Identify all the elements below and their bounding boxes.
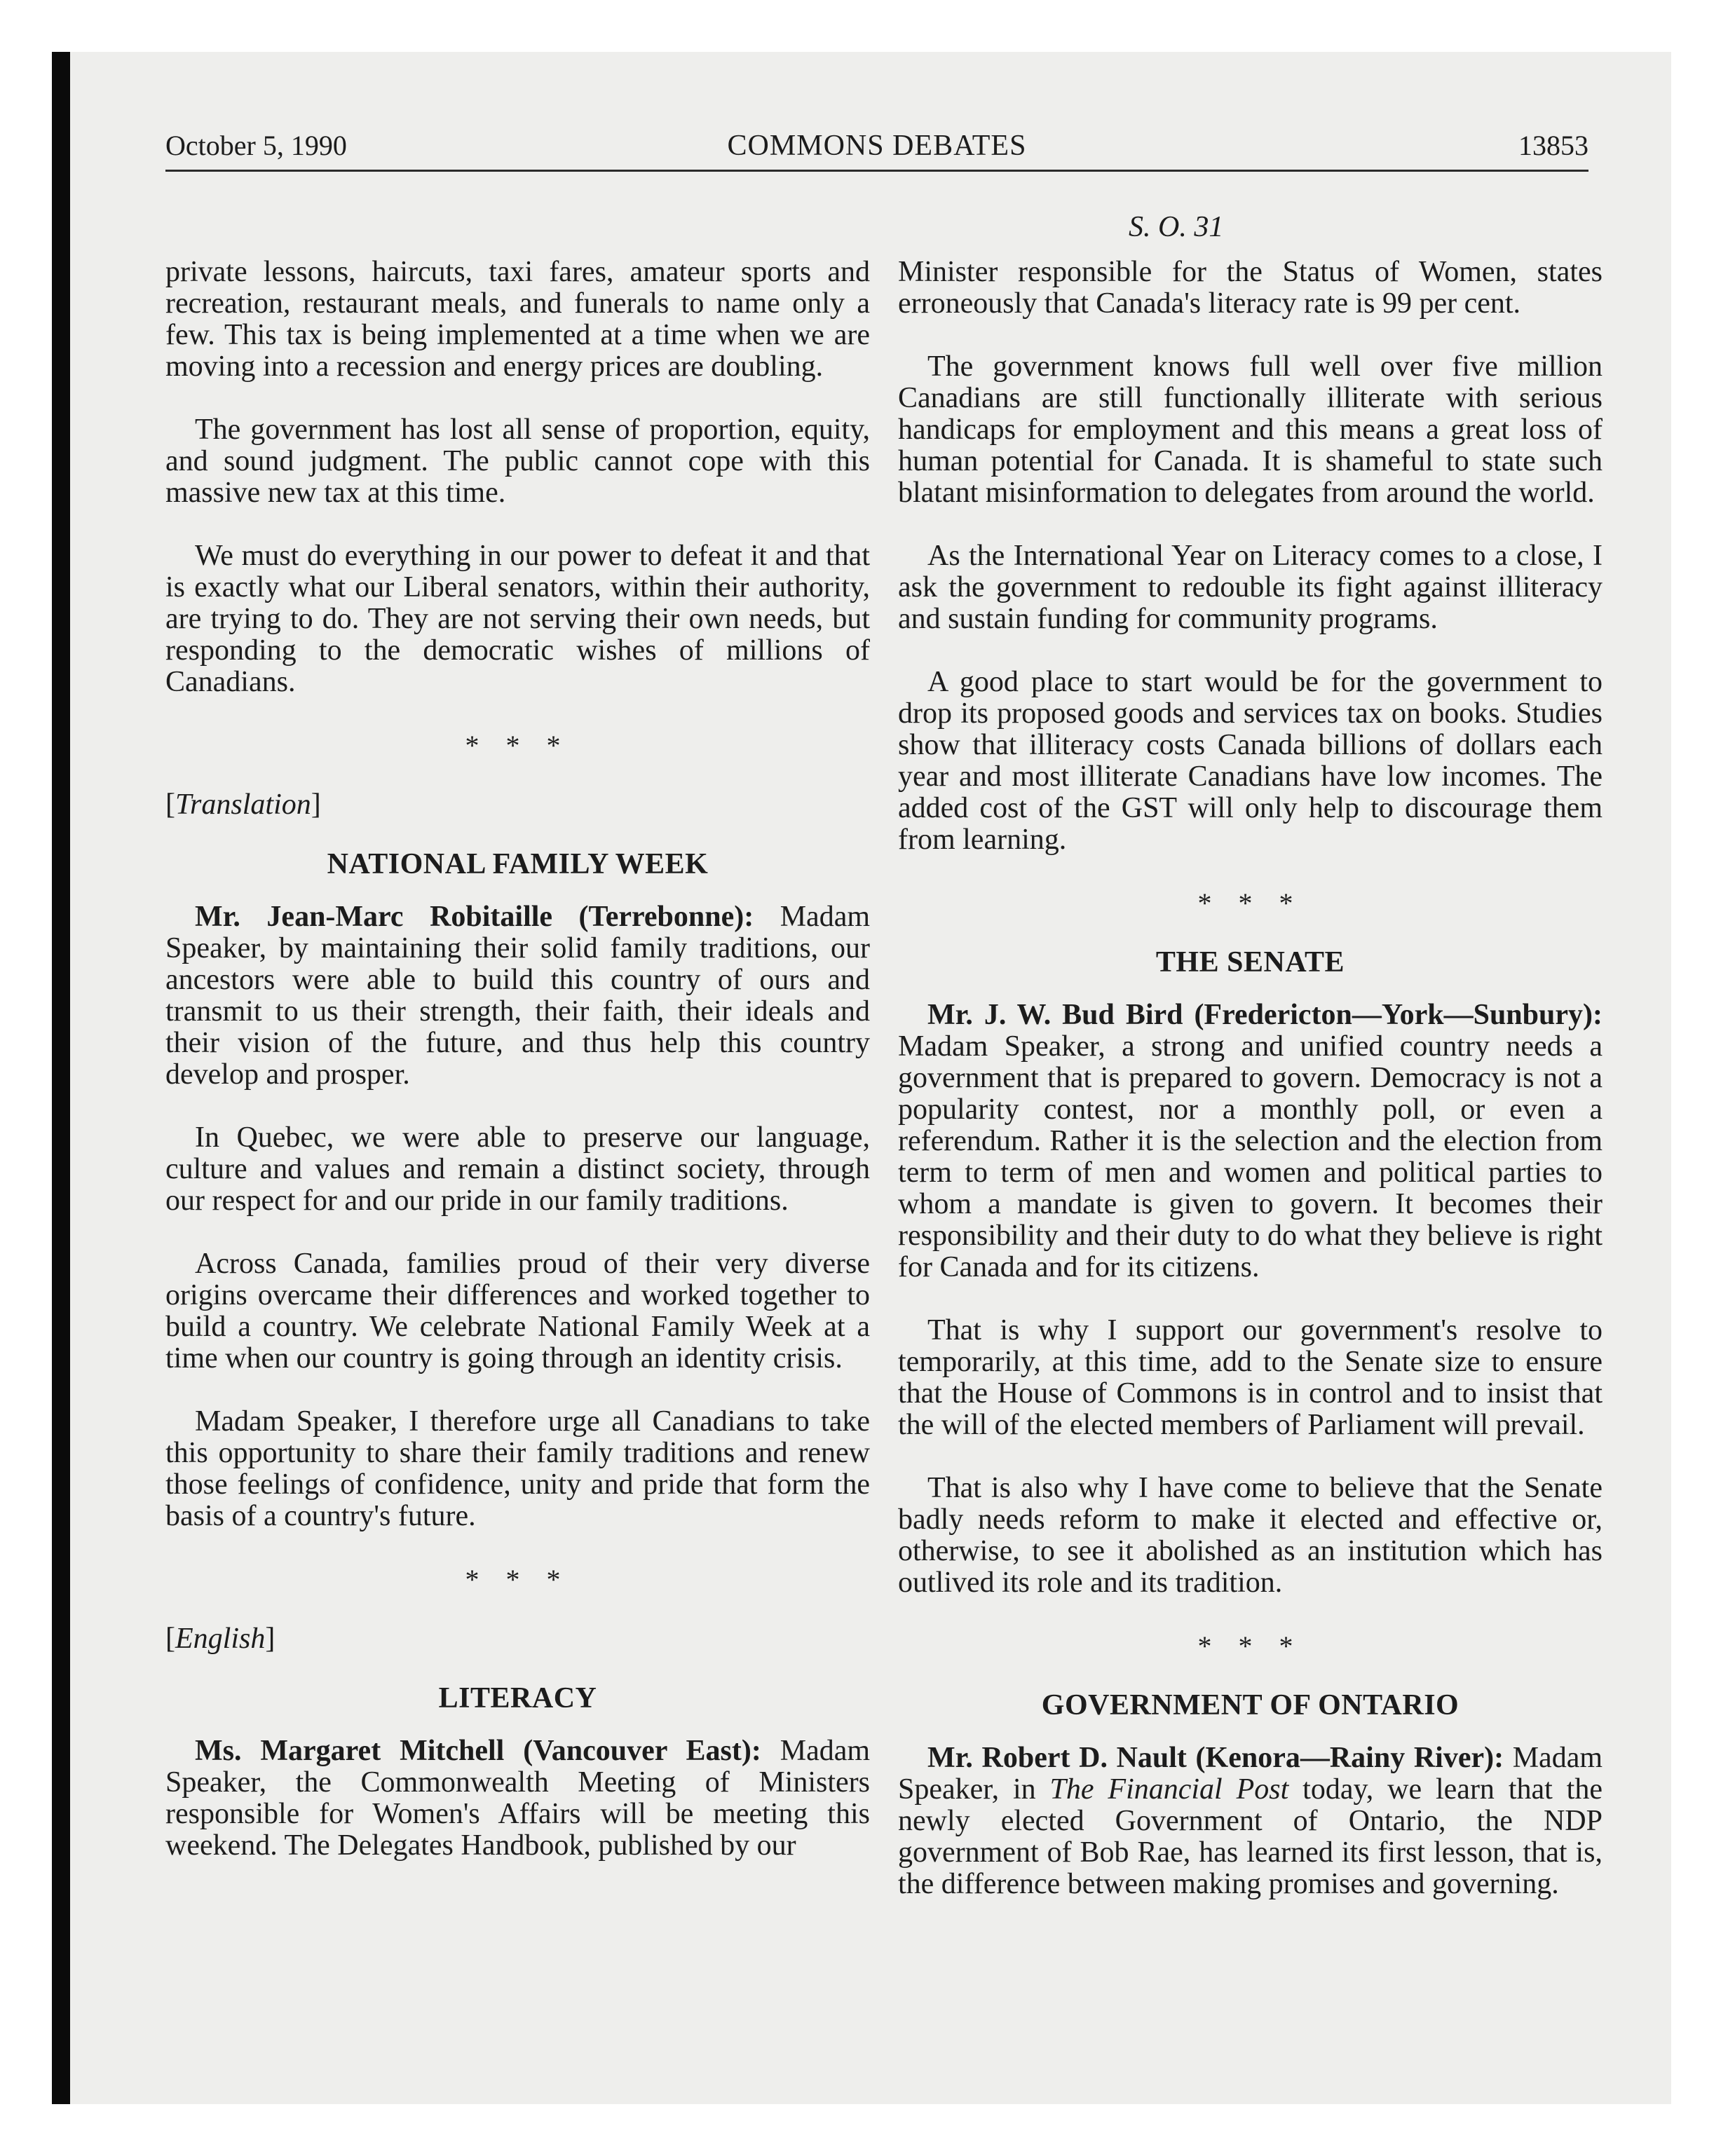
paragraph: private lessons, haircuts, taxi fares, amateur sports and recreation, restaurant meals, and funerals to name only a few. This tax is being implemented at a time when we are moving into a recession and energy prices are doubling. — [165, 256, 870, 383]
paragraph: A good place to start would be for the government to drop its proposed goods and services tax on books. Studies show that illiteracy costs Canada billions of dollars each year and most illiterate Canadians have low incomes. The added cost of the GST will only help to discourage them from learning. — [898, 666, 1603, 856]
speech-text: today, we learn that the newly elected Government of Ontario, the NDP government of Bob Rae, has learned its first lesson, that is, the difference between making promises and governing. — [898, 1773, 1603, 1900]
paragraph: As the International Year on Literacy comes to a close, I ask the government to redouble its fight against illiteracy and sustain funding for community programs. — [898, 540, 1603, 635]
speech-text: Madam Speaker, a strong and unified country needs a government that is prepared to govern. Democracy is not a popularity contest, nor a monthly poll, or even a referendum. Rather it is the selection and the election from term to term of men and women and political parties to whom a mandate is given to govern. It becomes their responsibility and their duty to do what they believe is right for Canada and for its citizens. — [898, 1030, 1603, 1283]
speaker-name: Mr. Robert D. Nault (Kenora—Rainy River): — [927, 1742, 1504, 1774]
speaker-name: Ms. Margaret Mitchell (Vancouver East): — [195, 1735, 761, 1767]
paragraph: The government has lost all sense of proportion, equity, and sound judgment. The public cannot cope with this massive new tax at this time. — [165, 414, 870, 509]
header-date: October 5, 1990 — [165, 130, 347, 161]
paragraph: We must do everything in our power to defeat it and that is exactly what our Liberal senators, within their authority, are trying to do. They are not serving their own needs, but responding to the democratic wishes of millions of Canadians. — [165, 540, 870, 698]
scan-border — [52, 52, 70, 2104]
right-column — [898, 257, 1603, 1932]
section-heading: GOVERNMENT OF ONTARIO — [1041, 1689, 1460, 1721]
section-heading: THE SENATE — [1155, 946, 1345, 978]
speech-text: Madam Speaker, in — [898, 1742, 1603, 1806]
speech-paragraph — [165, 901, 870, 1091]
speech-paragraph — [898, 999, 1603, 1283]
section-heading: LITERACY — [438, 1682, 597, 1714]
speech-paragraph — [165, 1735, 870, 1862]
paragraph: In Quebec, we were able to preserve our language, culture and values and remain a distinct society, through our respect for and our pride in our family traditions. — [165, 1121, 870, 1217]
paragraph: Across Canada, families proud of their very diverse origins overcame their differences and worked together to build a country. We celebrate National Family Week at a time when our country is going through an identity crisis. — [165, 1248, 870, 1374]
language-tag-text: English — [175, 1623, 266, 1655]
section-separator: * * * — [1197, 1630, 1303, 1662]
header-page-number: 13853 — [1518, 130, 1588, 161]
speech-text: Madam Speaker, the Commonwealth Meeting of Ministers responsible for Women's Affairs will be meeting this weekend. The Delegates Handbook, published by our — [165, 1735, 871, 1862]
left-column — [165, 257, 870, 1893]
section-heading: NATIONAL FAMILY WEEK — [327, 848, 709, 880]
speaker-name: Mr. Jean-Marc Robitaille (Terrebonne): — [195, 901, 754, 933]
paragraph: Madam Speaker, I therefore urge all Canadians to take this opportunity to share their family traditions and renew those feelings of confidence, unity and pride that form the basis of a country's future. — [165, 1405, 870, 1532]
section-separator: * * * — [465, 730, 571, 761]
speech-paragraph — [898, 1742, 1603, 1900]
language-tag: [English] — [165, 1623, 275, 1655]
paragraph: The government knows full well over five million Canadians are still functionally illiterate with serious handicaps for employment and this means a great loss of human potential for Canada. It is shameful to state such blatant misinformation to delegates from around the world. — [898, 350, 1603, 509]
speech-text: Madam Speaker, by maintaining their solid family traditions, our ancestors were able to build this country of ours and transmit to us their strength, their faith, their ideals and their vision of the future, and thus help this country develop and prosper. — [165, 901, 870, 1091]
language-tag: [Translation] — [165, 789, 321, 821]
paragraph: Minister responsible for the Status of Women, states erroneously that Canada's literacy rate is 99 per cent. — [898, 256, 1603, 320]
header-title: COMMONS DEBATES — [727, 130, 1027, 162]
section-label: S. O. 31 — [1129, 211, 1224, 243]
language-tag-text: Translation — [175, 789, 311, 821]
section-separator: * * * — [1197, 887, 1303, 919]
section-separator: * * * — [465, 1564, 571, 1595]
paragraph: That is why I support our government's resolve to temporarily, at this time, add to the Senate size to ensure that the House of Commons is in control and to insist that the will of the elected members of Parliament will prevail. — [898, 1314, 1603, 1441]
paragraph: That is also why I have come to believe that the Senate badly needs reform to make it elected and effective or, otherwise, to see it abolished as an institution which has outlived its role and its tradition. — [898, 1472, 1603, 1599]
speaker-name: Mr. J. W. Bud Bird (Fredericton—York—Sunbury): — [927, 999, 1603, 1031]
publication-title: The Financial Post — [1049, 1773, 1289, 1806]
page-header — [165, 123, 1588, 172]
